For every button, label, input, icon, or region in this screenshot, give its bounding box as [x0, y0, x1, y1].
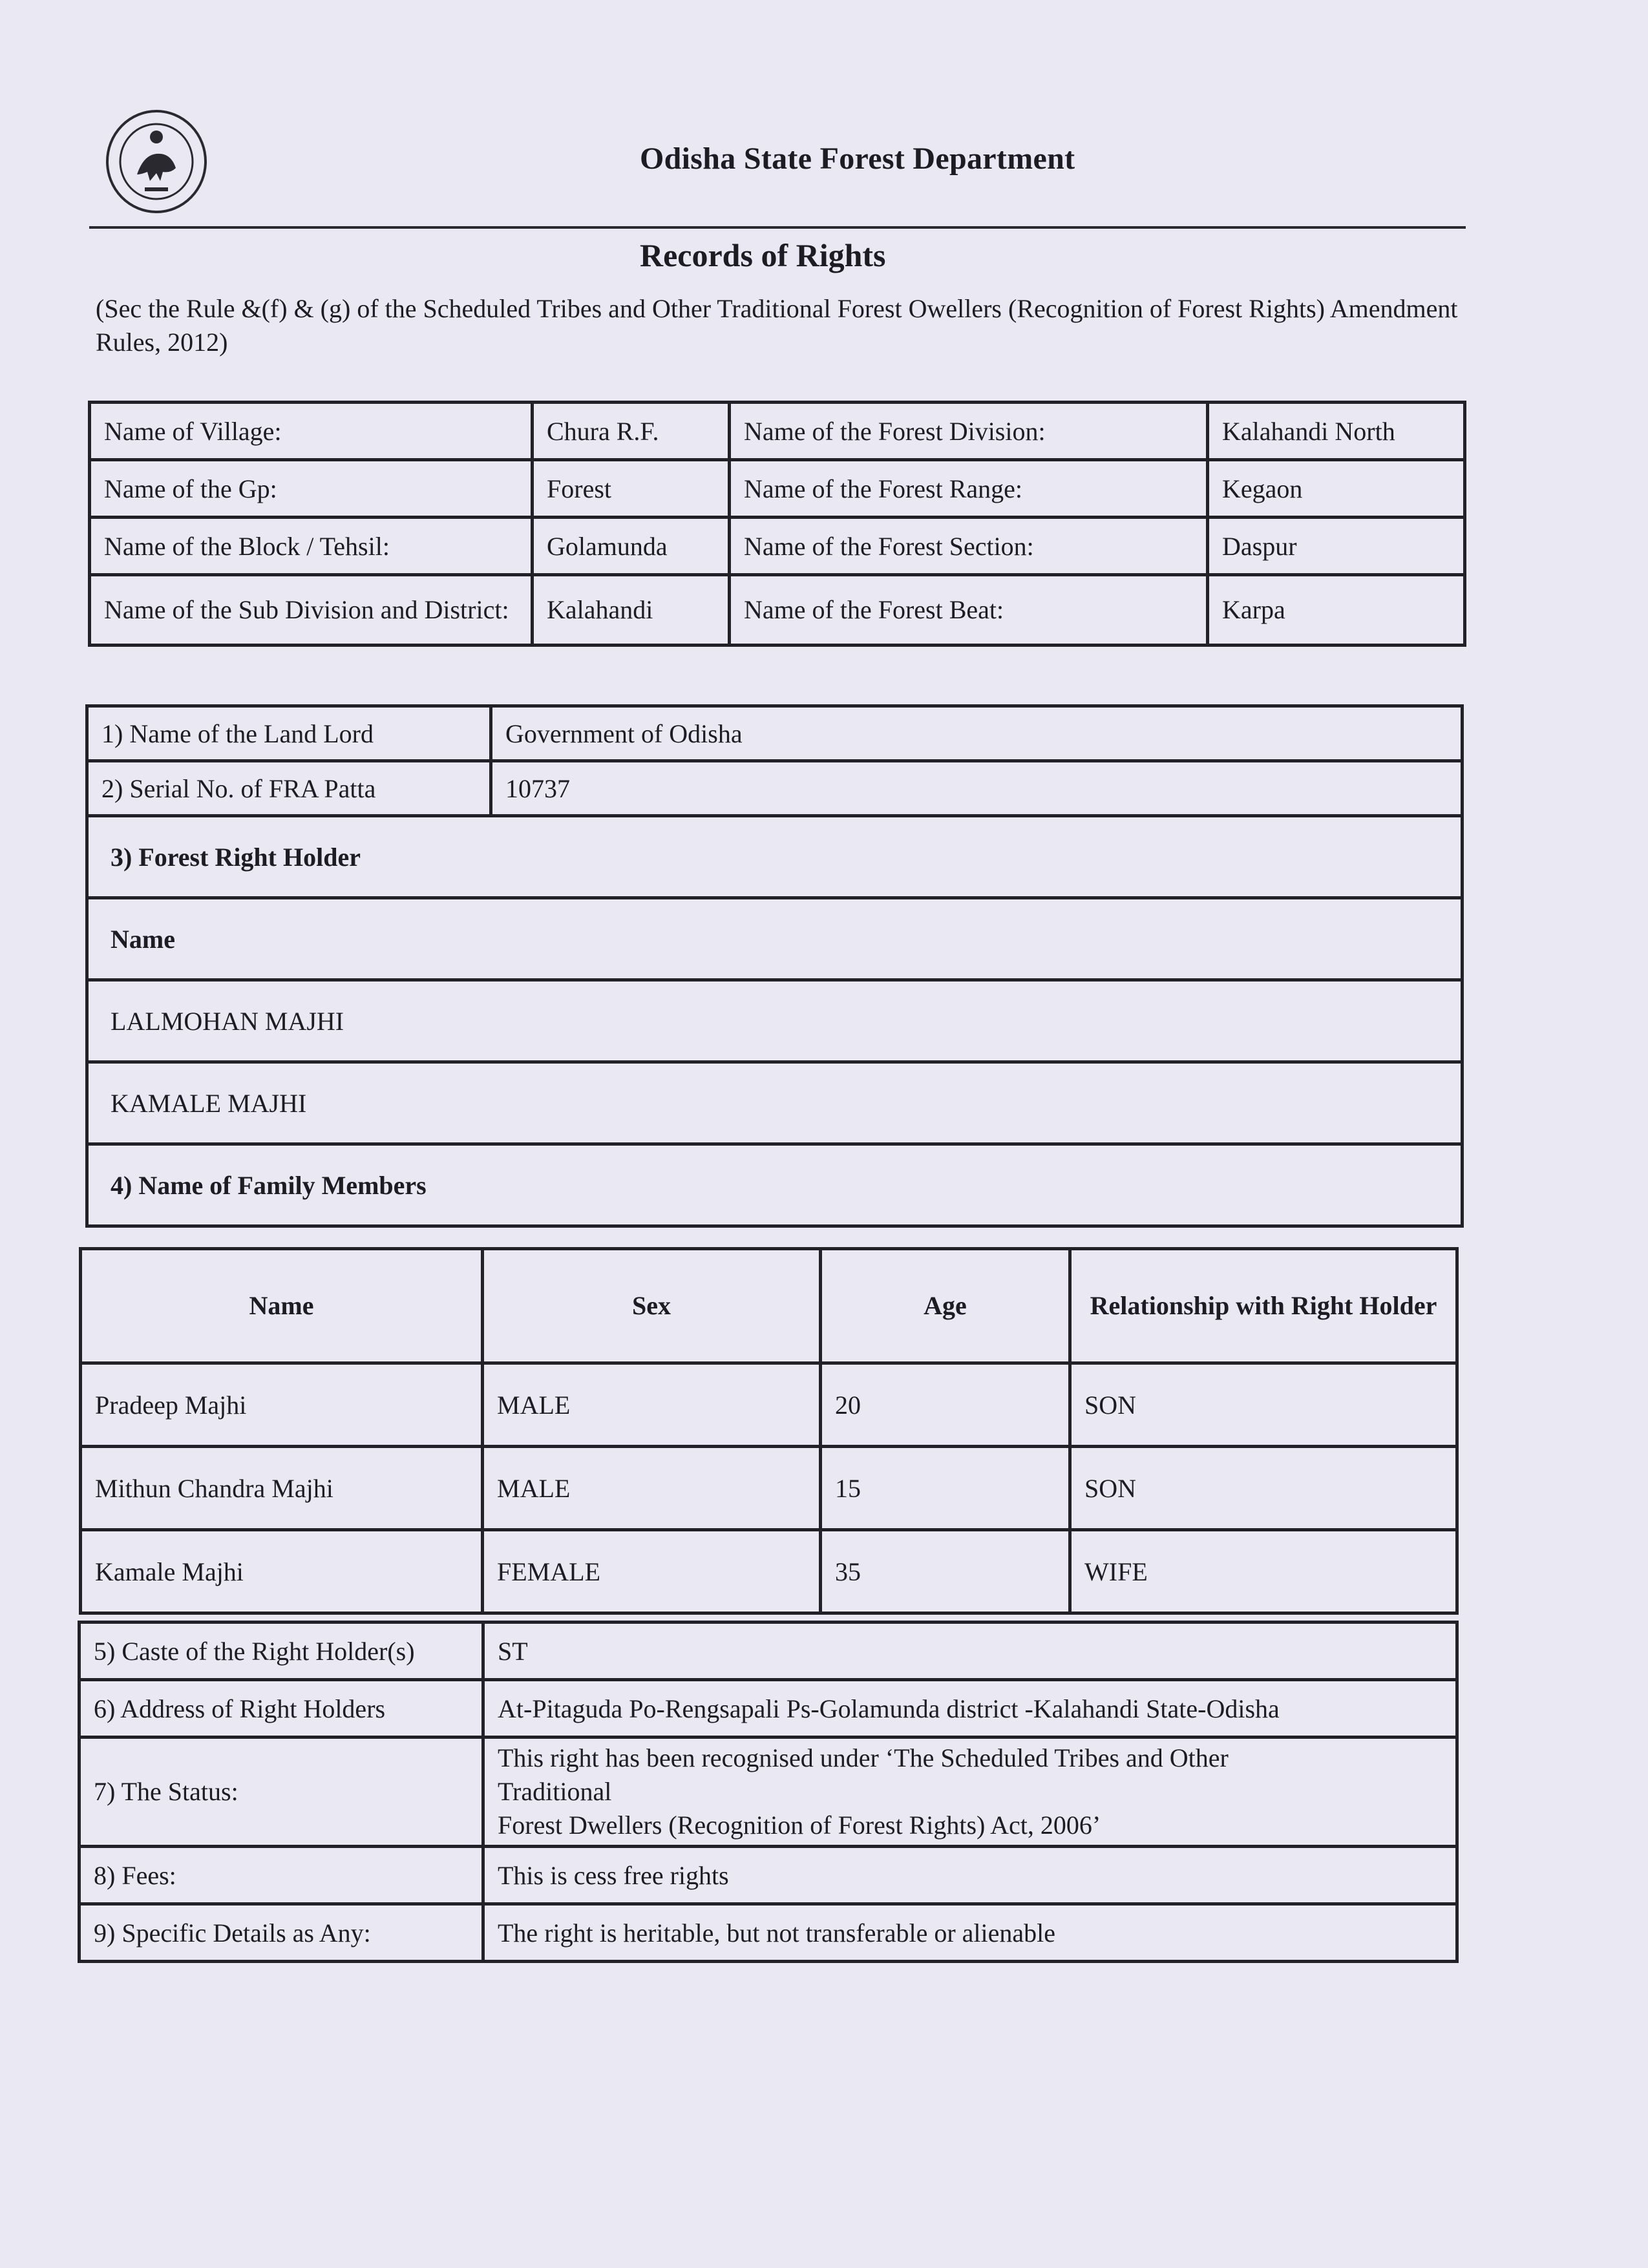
table-row — [87, 1062, 1463, 1144]
label-cell: Name of the Forest Section: — [730, 518, 1208, 575]
table-row — [79, 1680, 1457, 1738]
value-cell: Golamunda — [533, 518, 730, 575]
status-line: Forest Dwellers (Recognition of Forest Rights) Act, 2006’ — [498, 1811, 1101, 1840]
header-sex: Sex — [483, 1249, 821, 1363]
right-holder-name: LALMOHAN MAJHI — [87, 980, 1463, 1062]
table-row — [79, 1904, 1457, 1962]
label-cell: Name of the Forest Division: — [730, 403, 1208, 460]
member-age: 20 — [821, 1363, 1070, 1447]
member-age: 15 — [821, 1447, 1070, 1530]
table-row — [87, 761, 1463, 816]
status-value — [483, 1738, 1457, 1847]
member-relationship: SON — [1070, 1363, 1457, 1447]
table-row — [90, 518, 1465, 575]
status-label: 7) The Status: — [79, 1738, 483, 1847]
label-cell: Name of the Block / Tehsil: — [90, 518, 533, 575]
table-row — [79, 1622, 1457, 1680]
label-cell: Name of the Sub Division and District: — [90, 575, 533, 646]
fees-label: 8) Fees: — [79, 1847, 483, 1904]
land-lord-value: Government of Odisha — [491, 706, 1463, 761]
member-name: Pradeep Majhi — [81, 1363, 483, 1447]
table-row — [81, 1363, 1457, 1447]
table-row — [87, 1144, 1463, 1226]
header-divider — [89, 226, 1466, 229]
label-cell: Name of the Forest Beat: — [730, 575, 1208, 646]
status-line: This right has been recognised under ‘The Scheduled Tribes and Other — [498, 1743, 1229, 1772]
right-holder-name: KAMALE MAJHI — [87, 1062, 1463, 1144]
other-details-table — [78, 1621, 1459, 1963]
fees-value: This is cess free rights — [483, 1847, 1457, 1904]
caste-value: ST — [483, 1622, 1457, 1680]
table-row — [81, 1447, 1457, 1530]
caste-label: 5) Caste of the Right Holder(s) — [79, 1622, 483, 1680]
odisha-emblem-icon — [103, 103, 210, 216]
label-cell: Name of Village: — [90, 403, 533, 460]
value-cell: Kegaon — [1208, 460, 1465, 518]
member-relationship: WIFE — [1070, 1530, 1457, 1613]
label-cell: Name of the Gp: — [90, 460, 533, 518]
status-line: Traditional — [498, 1777, 612, 1806]
table-row — [87, 816, 1463, 898]
member-age: 35 — [821, 1530, 1070, 1613]
header-name: Name — [81, 1249, 483, 1363]
table-row — [87, 706, 1463, 761]
table-row — [87, 980, 1463, 1062]
value-cell: Forest — [533, 460, 730, 518]
member-sex: MALE — [483, 1363, 821, 1447]
family-members-table — [79, 1247, 1459, 1615]
rules-subtitle: (Sec the Rule &(f) & (g) of the Scheduled Tribes and Other Traditional Forest Owellers (Recognition of Forest Rights) Amendment Rules, 2012) — [96, 294, 1458, 357]
member-relationship: SON — [1070, 1447, 1457, 1530]
address-label: 6) Address of Right Holders — [79, 1680, 483, 1738]
value-cell: Kalahandi — [533, 575, 730, 646]
table-row — [87, 898, 1463, 980]
value-cell: Daspur — [1208, 518, 1465, 575]
label-cell: Name of the Forest Range: — [730, 460, 1208, 518]
table-row — [81, 1530, 1457, 1613]
value-cell: Kalahandi North — [1208, 403, 1465, 460]
specific-details-value: The right is heritable, but not transferable or alienable — [483, 1904, 1457, 1962]
value-cell: Chura R.F. — [533, 403, 730, 460]
table-row — [79, 1738, 1457, 1847]
land-lord-label: 1) Name of the Land Lord — [87, 706, 491, 761]
value-cell: Karpa — [1208, 575, 1465, 646]
member-name: Mithun Chandra Majhi — [81, 1447, 483, 1530]
table-row — [79, 1847, 1457, 1904]
details-table — [85, 704, 1464, 1228]
right-holder-heading: 3) Forest Right Holder — [87, 816, 1463, 898]
department-title: Odisha State Forest Department — [640, 142, 1075, 176]
location-table — [88, 401, 1466, 647]
header-relationship: Relationship with Right Holder — [1070, 1249, 1457, 1363]
specific-details-label: 9) Specific Details as Any: — [79, 1904, 483, 1962]
table-header-row — [81, 1249, 1457, 1363]
serial-label: 2) Serial No. of FRA Patta — [87, 761, 491, 816]
address-value: At-Pitaguda Po-Rengsapali Ps-Golamunda district -Kalahandi State-Odisha — [483, 1680, 1457, 1738]
header-age: Age — [821, 1249, 1070, 1363]
serial-value: 10737 — [491, 761, 1463, 816]
table-row — [90, 460, 1465, 518]
member-sex: FEMALE — [483, 1530, 821, 1613]
table-row — [90, 575, 1465, 646]
member-sex: MALE — [483, 1447, 821, 1530]
name-heading: Name — [87, 898, 1463, 980]
records-title: Records of Rights — [640, 237, 886, 273]
family-heading: 4) Name of Family Members — [87, 1144, 1463, 1226]
table-row — [90, 403, 1465, 460]
member-name: Kamale Majhi — [81, 1530, 483, 1613]
